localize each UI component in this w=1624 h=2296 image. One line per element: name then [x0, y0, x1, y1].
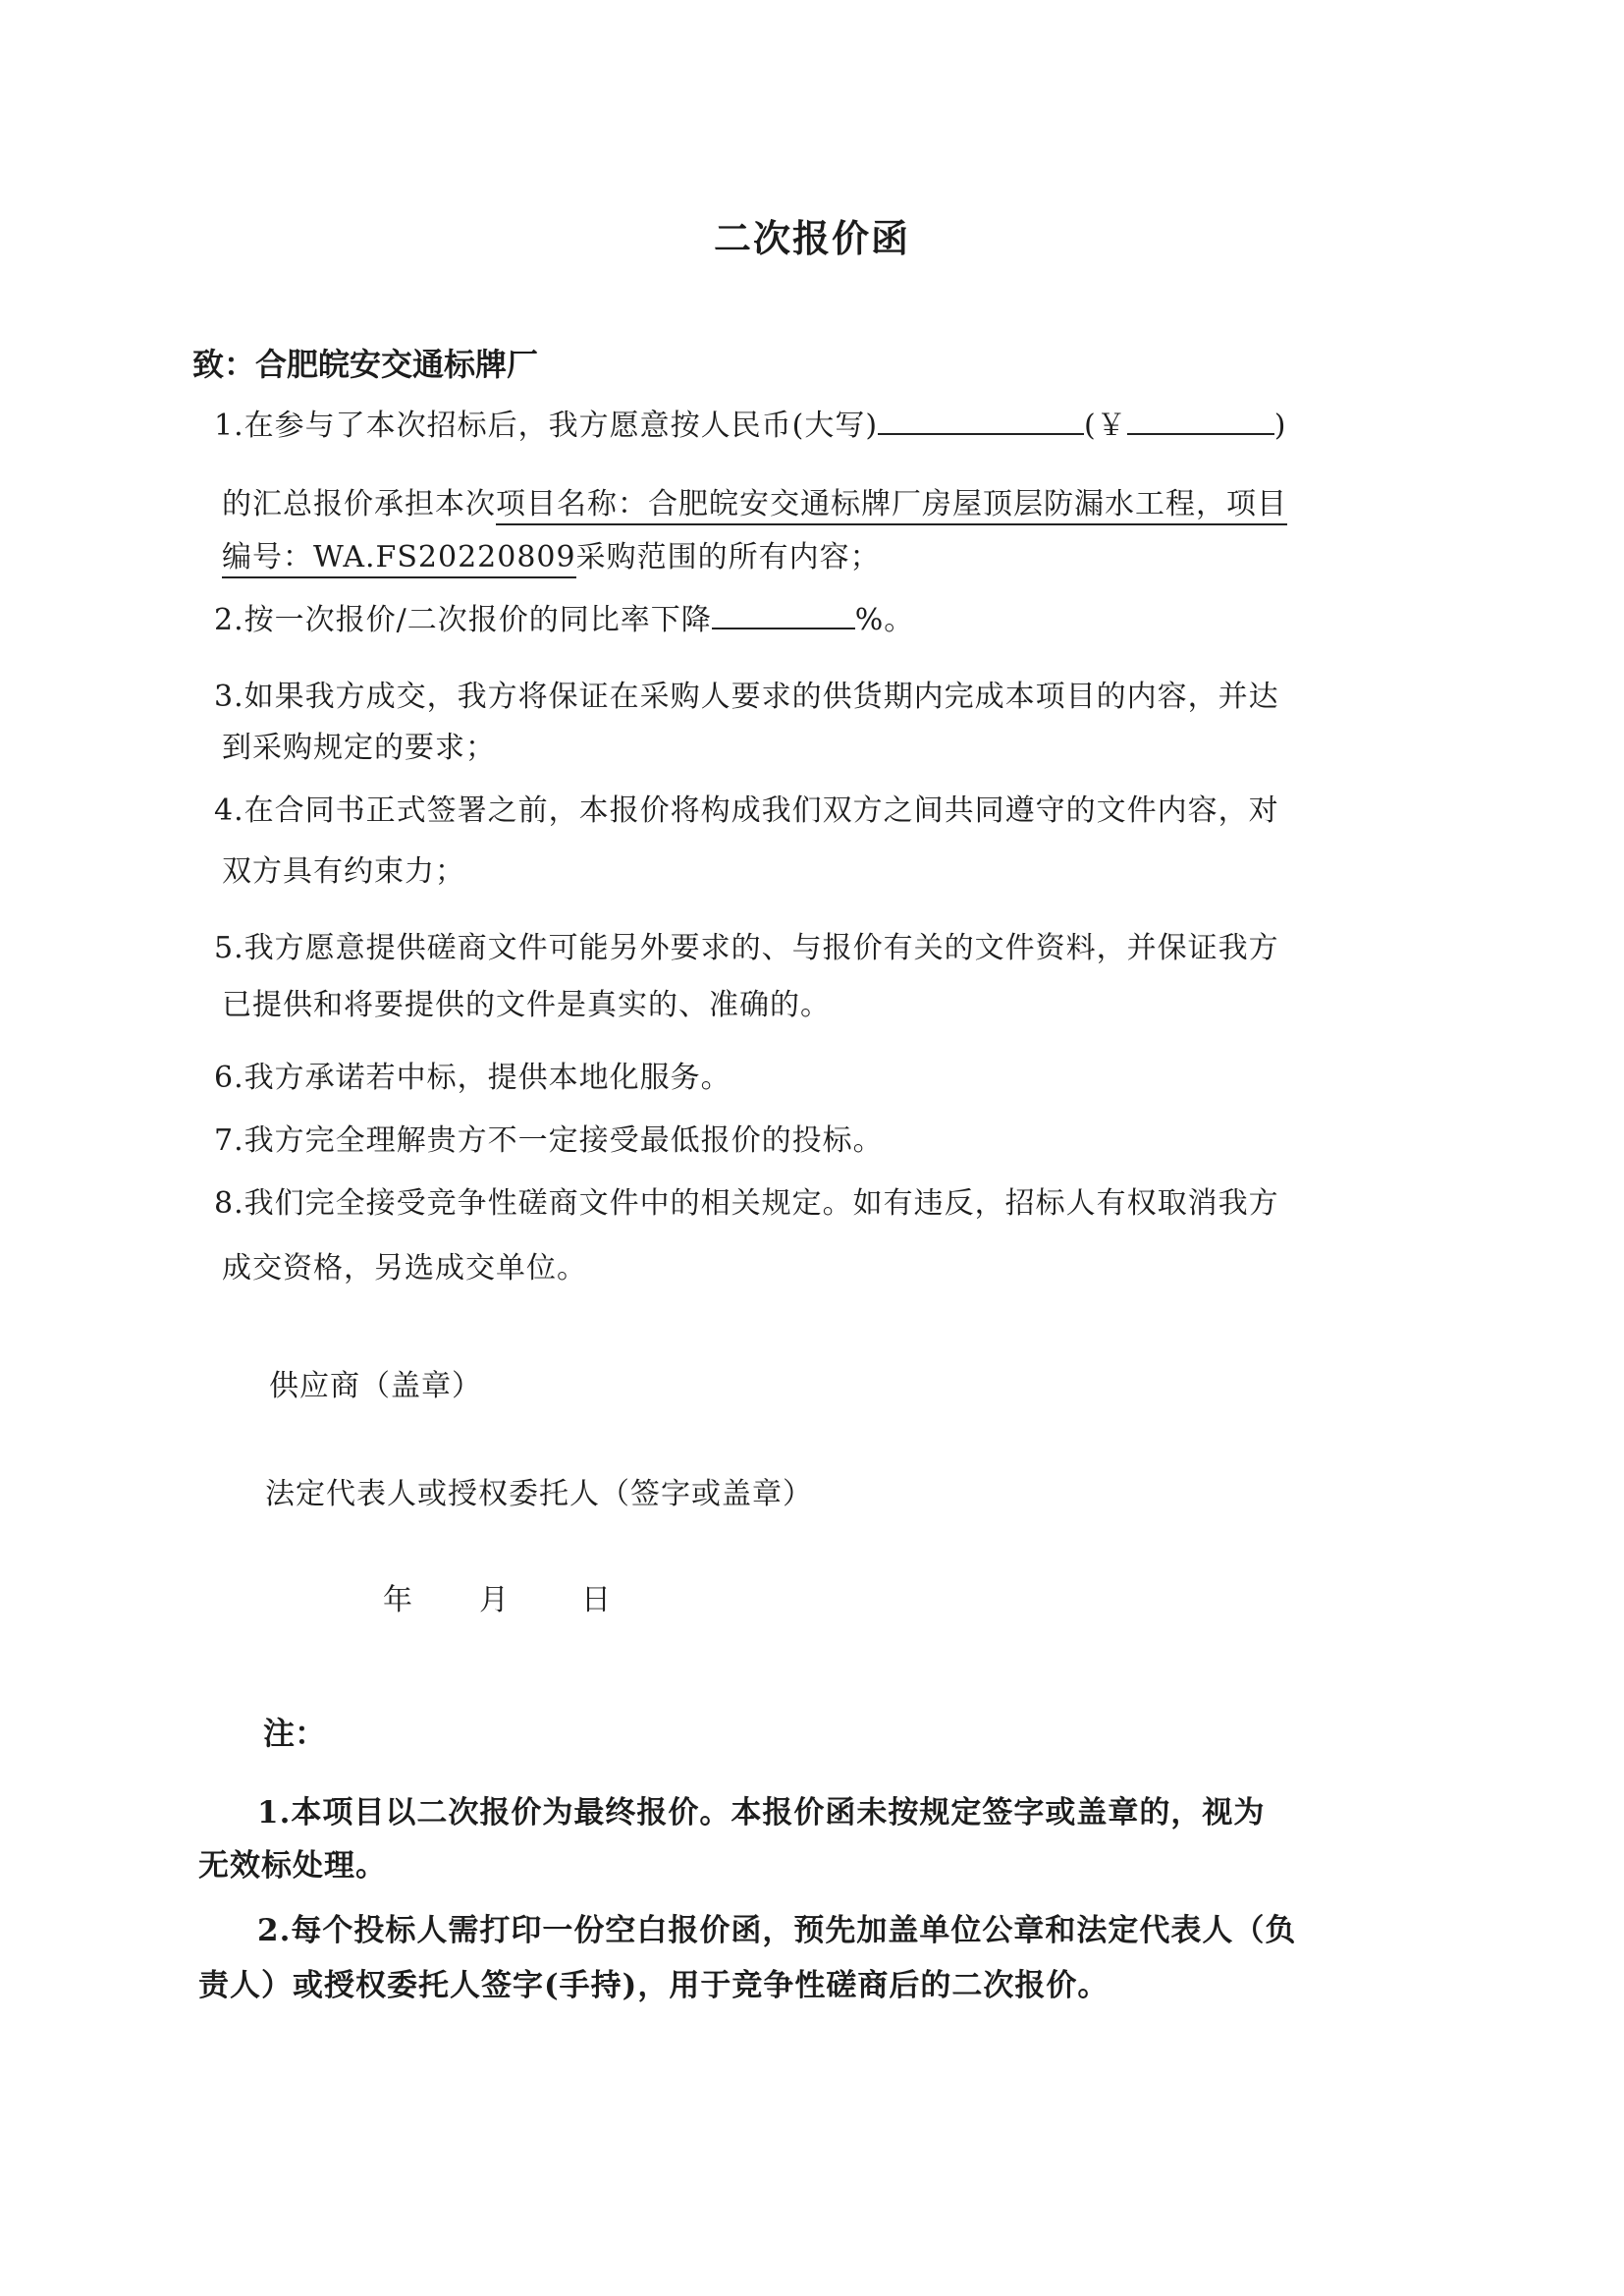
item-2: 2.按一次报价/二次报价的同比率下降 %。 — [214, 595, 914, 638]
date-month: 月 — [479, 1583, 510, 1617]
item-4-line-2: 双方具有约束力； — [222, 854, 465, 889]
note-2-line-2: 责人）或授权委托人签字(手持)，用于竞争性磋商后的二次报价。 — [198, 1968, 1110, 2003]
note-1-line-2: 无效标处理。 — [198, 1848, 387, 1884]
note-1-line-1: 1.本项目以二次报价为最终报价。本报价函未按规定签字或盖章的，视为 — [257, 1795, 1266, 1831]
item-5-line-1: 5.我方愿意提供磋商文件可能另外要求的、与报价有关的文件资料，并保证我方 — [214, 931, 1279, 965]
note-2-line-1: 2.每个投标人需打印一份空白报价函，预先加盖单位公章和法定代表人（负 — [257, 1913, 1297, 1948]
date-year: 年 — [383, 1583, 413, 1617]
addressee: 致：合肥皖安交通标牌厂 — [192, 346, 539, 383]
item-6: 6.我方承诺若中标，提供本地化服务。 — [214, 1061, 731, 1095]
amount-words-blank — [878, 404, 1084, 435]
notes-heading: 注： — [263, 1715, 327, 1752]
date-day: 日 — [581, 1583, 612, 1617]
item-5-line-2: 已提供和将要提供的文件是真实的、准确的。 — [222, 988, 831, 1022]
amount-figures-blank — [1127, 404, 1274, 435]
item-4-line-1: 4.在合同书正式签署之前，本报价将构成我们双方之间共同遵守的文件内容，对 — [214, 793, 1279, 828]
item-1-line-1: 1.在参与了本次招标后，我方愿意按人民币(大写) (￥ ) — [214, 401, 1286, 444]
document-title: 二次报价函 — [713, 216, 910, 260]
item-3-line-1: 3.如果我方成交，我方将保证在采购人要求的供货期内完成本项目的内容，并达 — [214, 680, 1279, 714]
project-number: 编号：WA.FS20220809 — [222, 540, 576, 578]
representative-signature-label: 法定代表人或授权委托人（签字或盖章） — [265, 1477, 813, 1511]
item-8-line-2: 成交资格，另选成交单位。 — [222, 1251, 587, 1285]
item-3-line-2: 到采购规定的要求； — [222, 731, 496, 765]
item-7: 7.我方完全理解贵方不一定接受最低报价的投标。 — [214, 1123, 884, 1158]
percentage-blank — [712, 598, 855, 629]
item-1-line-2: 的汇总报价承担本次项目名称：合肥皖安交通标牌厂房屋顶层防漏水工程，项目 — [222, 479, 1287, 522]
item-1-line-3: 编号：WA.FS20220809采购范围的所有内容； — [222, 532, 881, 575]
supplier-seal-label: 供应商（盖章） — [269, 1369, 482, 1403]
item-8-line-1: 8.我们完全接受竞争性磋商文件中的相关规定。如有违反，招标人有权取消我方 — [214, 1186, 1279, 1221]
project-name: 项目名称：合肥皖安交通标牌厂房屋顶层防漏水工程，项目 — [496, 487, 1287, 525]
